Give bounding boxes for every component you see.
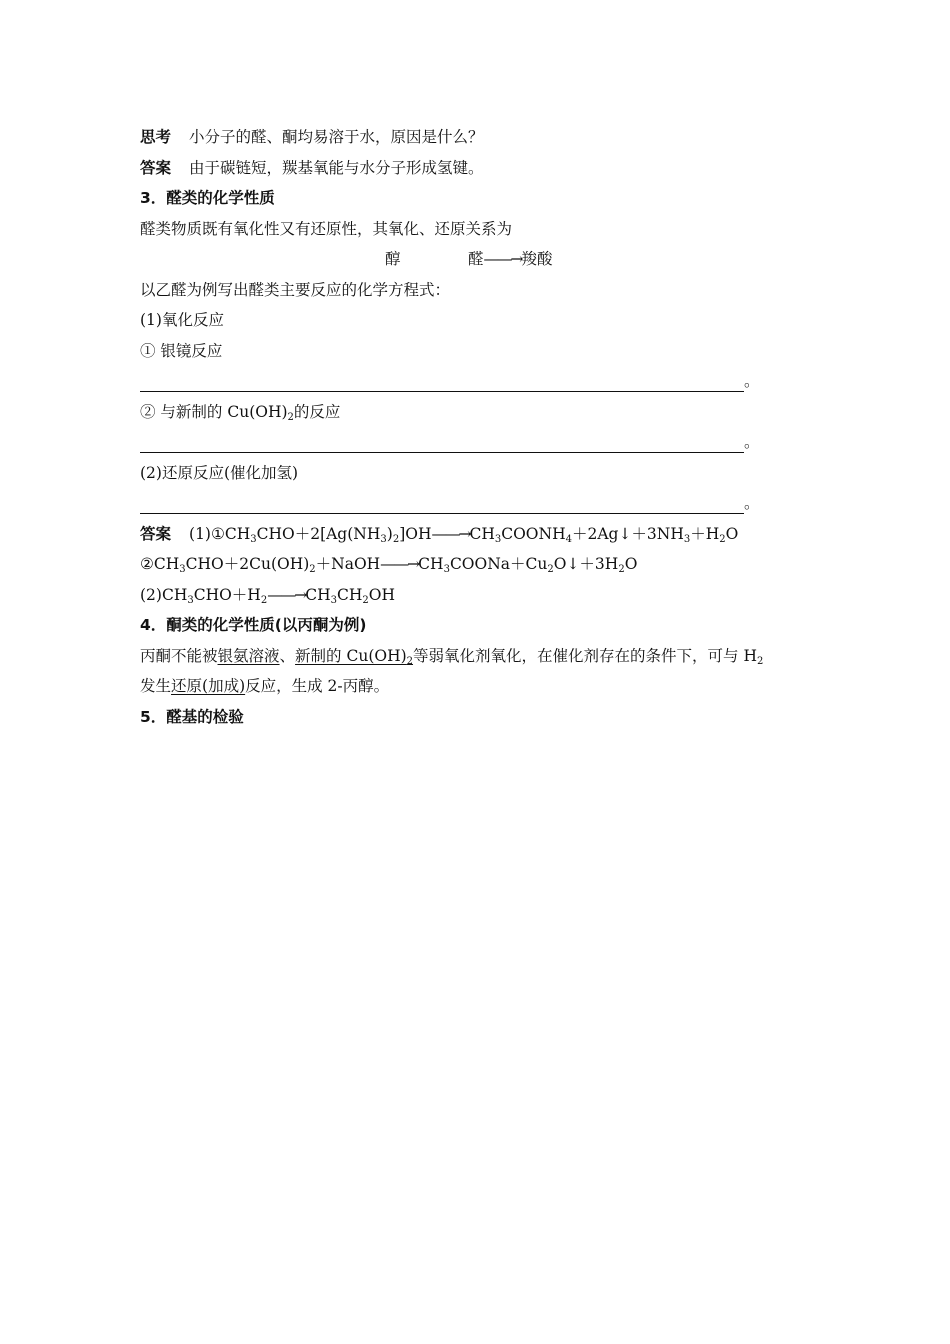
answer2-eq1-line [140, 519, 820, 550]
fill-blank[interactable] [140, 493, 744, 514]
ketone-text-a: 丙酮不能被 [140, 646, 218, 665]
intro-text: 醛类物质既有氧化性又有还原性，其氧化、还原关系为 [140, 219, 513, 238]
reduction-title: (2)还原反应(催化加氢) [140, 463, 299, 482]
arrow-icon: ——→ [483, 250, 522, 268]
ketone-underline-3: 还原(加成) [171, 677, 246, 695]
copper-reaction-label [140, 397, 820, 428]
think-text: 小分子的醛、酮均易溶于水，原因是什么？ [189, 128, 484, 146]
section3-title: 3．醛类的化学性质 [140, 189, 275, 207]
period: 。 [744, 494, 760, 512]
document-body [140, 122, 820, 732]
copper-post: 的反应 [293, 402, 341, 421]
ketone-underline-1: 银氨溶液 [217, 646, 280, 665]
relation-line [140, 244, 820, 275]
equation-1: $(1)①CH_3CHO+2[Ag(NH_3)_2]OH——\to CH_3COONH_4+2Ag↓+3NH_3+H_2O$ [189, 524, 739, 545]
ketone-text-e: 反应，生成 2-丙醇。 [245, 677, 390, 695]
section5-title: 5．醛基的检验 [140, 707, 244, 726]
think-label: 思考 [140, 128, 172, 146]
ketone-text-c: 等弱氧化剂氧化，在催化剂存在的条件下，可与 H [413, 646, 757, 665]
relation-aldehyde: 醛 [468, 250, 484, 268]
silver-mirror-label: ① 银镜反应 [140, 341, 223, 360]
ketone-text-c-sub: 2 [756, 655, 764, 667]
equation-2-text: $②CH_3CHO+2Cu(OH)_2+NaOH——\to CH_3COONa+Cu_2O↓+3H_2O$ [140, 555, 638, 575]
answer1-text: 由于碳链短，羰基氧能与水分子形成氢键。 [189, 158, 484, 177]
fill-blank[interactable] [140, 371, 744, 392]
ketone-underline-2-sub: 2 [406, 655, 414, 667]
relation-acid: 羧酸 [521, 250, 553, 268]
ketone-underline-2 [295, 647, 413, 665]
answer-blank-2[interactable] [140, 427, 820, 458]
answer2-label: 答案 [140, 524, 172, 543]
think-line [140, 122, 820, 153]
ketone-underline-2-text: 新制的 Cu(OH) [295, 646, 407, 665]
relation-alcohol: 醇 [385, 250, 401, 268]
answer1-label: 答案 [140, 158, 172, 177]
period: 。 [744, 433, 760, 451]
ketone-para-line2 [140, 671, 820, 702]
answer1-line [140, 153, 820, 184]
oxidation-title: (1)氧化反应 [140, 311, 224, 329]
section4-title: 4．酮类的化学性质(以丙酮为例) [140, 616, 367, 634]
task-text: 以乙醛为例写出醛类主要反应的化学方程式： [140, 280, 451, 299]
relation-aldehyde-to-acid [468, 244, 553, 275]
equation-2 [140, 549, 820, 580]
period: 。 [744, 372, 760, 390]
fill-blank[interactable] [140, 432, 744, 453]
equation-3-text: $(2)CH_3CHO+H_2——\to CH_3CH_2OH$ [140, 585, 395, 606]
copper-pre: ② 与新制的 Cu(OH) [140, 402, 288, 421]
answer-blank-3[interactable] [140, 488, 820, 519]
copper-sub: 2 [287, 411, 294, 423]
ketone-text-d: 发生 [140, 677, 172, 695]
ketone-text-b: 、 [279, 646, 296, 665]
ketone-para-line1 [140, 641, 820, 672]
answer-blank-1[interactable] [140, 366, 820, 397]
equation-3 [140, 580, 820, 611]
